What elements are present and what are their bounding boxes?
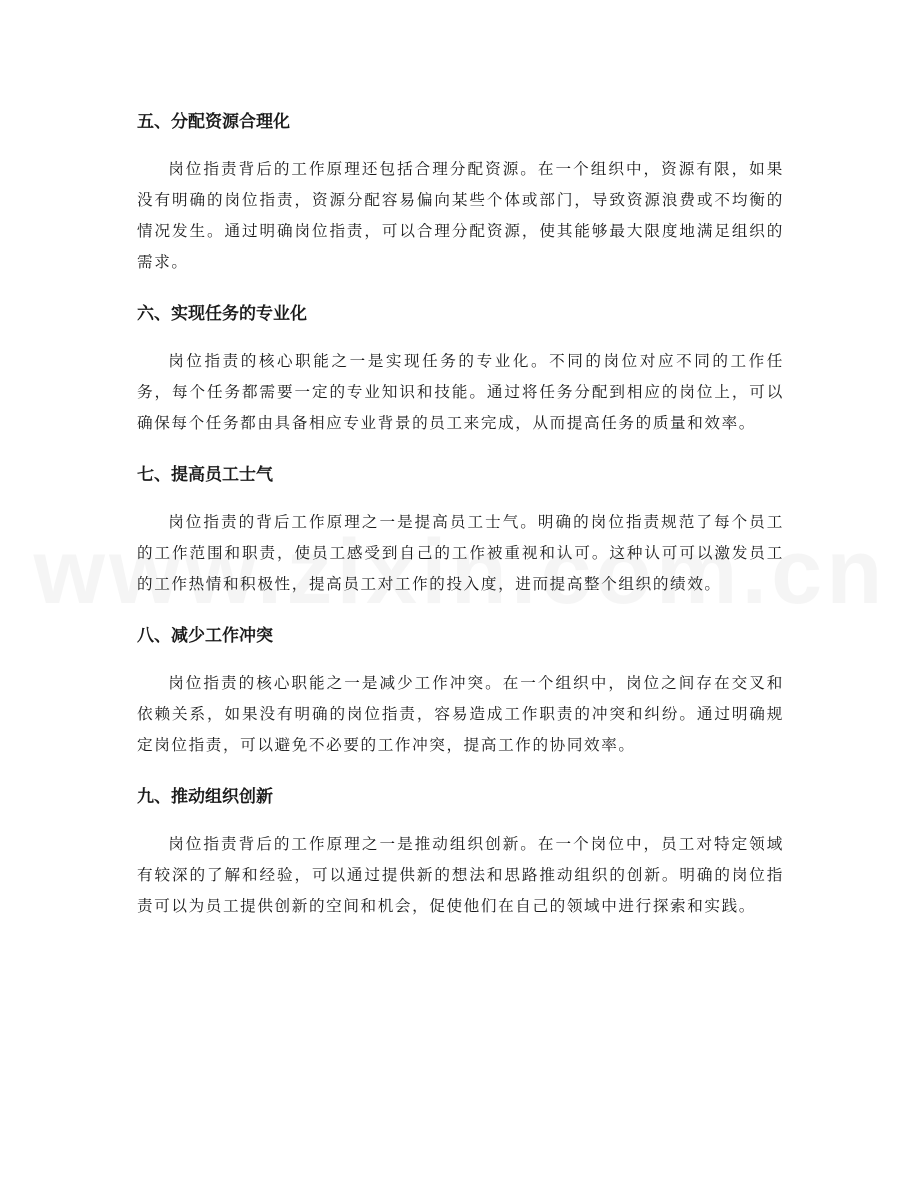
section-paragraph: 岗位指责的核心职能之一是减少工作冲突。在一个组织中，岗位之间存在交叉和依赖关系，如果没有明确的岗位指责，容易造成工作职责的冲突和纠纷。通过明确规定岗位指责，可以避免不必要的工作冲突，提高工作的协同效率。 (137, 674, 784, 754)
section-paragraph: 岗位指责背后的工作原理之一是推动组织创新。在一个岗位中，员工对特定领域有较深的了解和经验，可以通过提供新的想法和思路推动组织的创新。明确的岗位指责可以为员工提供创新的空间和机会，促使他们在自己的领域中进行探索和实践。 (137, 835, 784, 915)
section-heading: 六、实现任务的专业化 (137, 304, 307, 324)
section-7 (137, 457, 784, 600)
section-heading: 九、推动组织创新 (137, 787, 273, 807)
section-paragraph: 岗位指责的背后工作原理之一是提高员工士气。明确的岗位指责规范了每个员工的工作范围和职责，使员工感受到自己的工作被重视和认可。这种认可可以激发员工的工作热情和积极性，提高员工对工作的投入度，进而提高整个组织的绩效。 (137, 513, 784, 593)
document-body (137, 104, 784, 940)
section-paragraph: 岗位指责背后的工作原理还包括合理分配资源。在一个组织中，资源有限，如果没有明确的岗位指责，资源分配容易偏向某些个体或部门，导致资源浪费或不均衡的情况发生。通过明确岗位指责，可以合理分配资源，使其能够最大限度地满足组织的需求。 (137, 160, 784, 271)
section-heading: 七、提高员工士气 (137, 465, 273, 485)
section-heading: 八、减少工作冲突 (137, 626, 273, 646)
section-heading: 五、分配资源合理化 (137, 112, 290, 132)
section-paragraph: 岗位指责的核心职能之一是实现任务的专业化。不同的岗位对应不同的工作任务，每个任务都需要一定的专业知识和技能。通过将任务分配到相应的岗位上，可以确保每个任务都由具备相应专业背景的员工来完成，从而提高任务的质量和效率。 (137, 352, 784, 432)
section-8 (137, 618, 784, 761)
section-9 (137, 779, 784, 922)
section-6 (137, 296, 784, 439)
section-5 (137, 104, 784, 278)
